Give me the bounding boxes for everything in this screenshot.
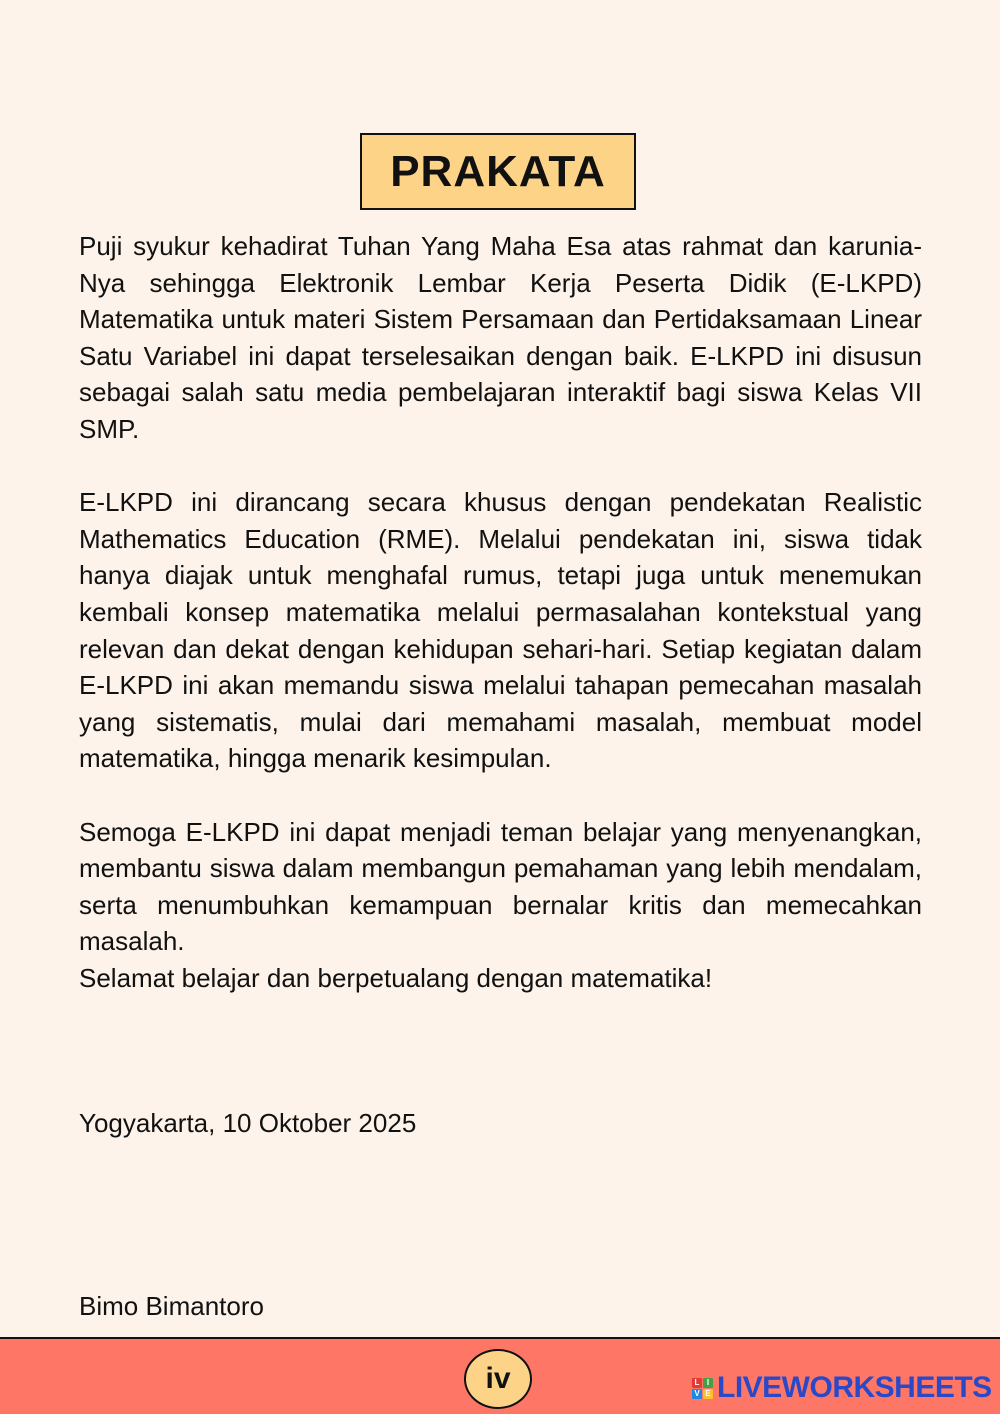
logo-letter-i: I (703, 1378, 713, 1388)
liveworksheets-logo-icon (692, 1378, 713, 1399)
preface-body (79, 228, 922, 996)
logo-letter-e: E (703, 1389, 713, 1399)
author-name: Bimo Bimantoro (79, 1291, 264, 1321)
page-title: PRAKATA (360, 133, 636, 210)
paragraph-1: Puji syukur kehadirat Tuhan Yang Maha Esa atas rahmat dan karunia-Nya sehingga Elektronik Lembar Kerja Peserta Didik (E-LKPD) Matematika untuk materi Sistem Persamaan dan Pertidaksamaan Linear Satu Variabel ini dapat terselesaikan dengan baik. E-LKPD ini disusun sebagai salah satu media pembelajaran interaktif bagi siswa Kelas VII SMP. (79, 231, 922, 444)
closing-line: Selamat belajar dan berpetualang dengan matematika! (79, 962, 713, 993)
paragraph-3 (79, 814, 922, 997)
footer-bar (0, 1337, 1000, 1414)
place-date: Yogyakarta, 10 Oktober 2025 (79, 1108, 417, 1138)
paragraph-3-text: Semoga E-LKPD ini dapat menjadi teman belajar yang menyenangkan, membantu siswa dalam membangun pemahaman yang lebih mendalam, serta menumbuhkan kemampuan bernalar kritis dan memecahkan masalah. (79, 816, 922, 957)
logo-letter-v: V (692, 1389, 702, 1399)
paragraph-2: E-LKPD ini dirancang secara khusus dengan pendekatan Realistic Mathematics Education (RME). Melalui pendekatan ini, siswa tidak hanya diajak untuk menghafal rumus, tetapi juga untuk menemukan kembali konsep matematika melalui permasalahan kontekstual yang relevan dan dekat dengan kehidupan sehari-hari. Setiap kegiatan dalam E-LKPD ini akan memandu siswa melalui tahapan pemecahan masalah yang sistematis, mulai dari memahami masalah, membuat model matematika, hingga menarik kesimpulan. (79, 487, 922, 774)
logo-letter-l: L (692, 1378, 702, 1388)
liveworksheets-wordmark: LIVEWORKSHEETS (717, 1371, 992, 1404)
page-number-badge: iv (464, 1349, 532, 1409)
liveworksheets-logo (692, 1373, 992, 1403)
